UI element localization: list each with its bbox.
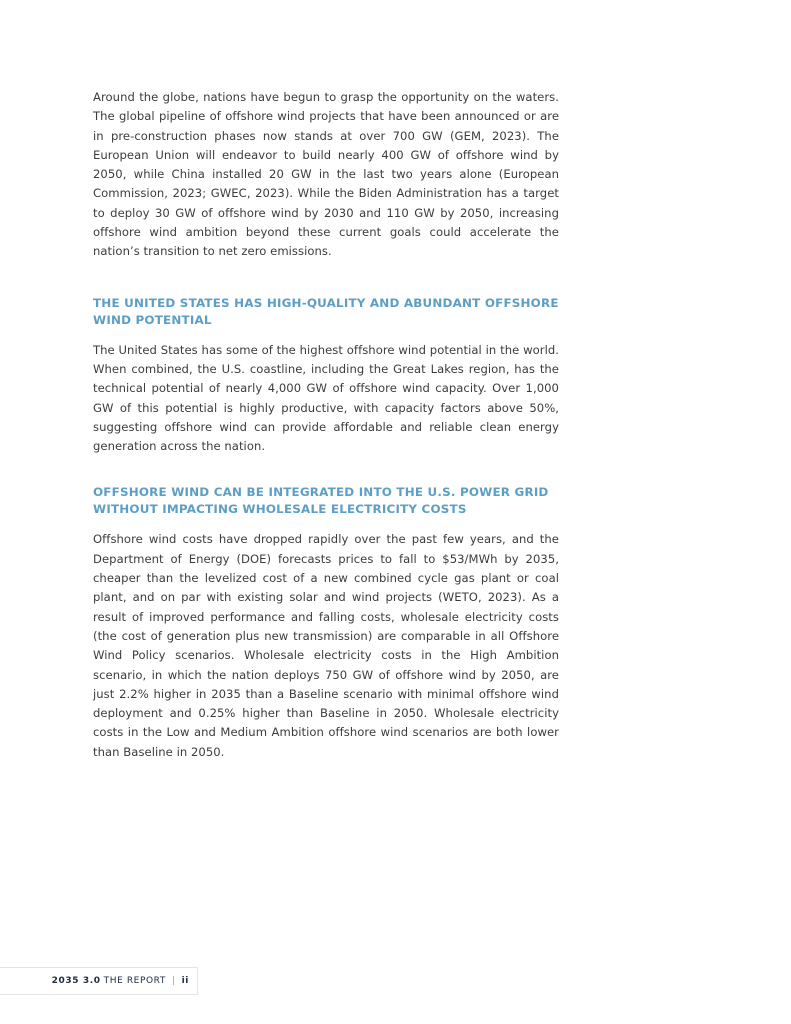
footer-brand: 2035 3.0	[51, 976, 101, 986]
section-heading-offshore-potential: THE UNITED STATES HAS HIGH-QUALITY AND ABUNDANT OFFSHORE WIND POTENTIAL	[93, 295, 559, 327]
report-page-content	[93, 88, 559, 762]
section-heading-grid-integration: OFFSHORE WIND CAN BE INTEGRATED INTO THE U.S. POWER GRID WITHOUT IMPACTING WHOLESALE ELECTRICITY COSTS	[93, 485, 549, 517]
offshore-potential-paragraph: The United States has some of the highest offshore wind potential in the world. When combined, the U.S. coastline, including the Great Lakes region, has the technical potential of nearly 4,000 GW of offshore wind capacity. Over 1,000 GW of this potential is highly productive, with capacity factors above 50%, suggesting offshore wind can provide affordable and reliable clean energy generation across the nation.	[93, 342, 559, 454]
footer-page-number: ii	[181, 976, 189, 986]
grid-integration-paragraph: Offshore wind costs have dropped rapidly over the past few years, and the Department of Energy (DOE) forecasts prices to fall to $53/MWh by 2035, cheaper than the levelized cost of a new combined cycle gas plant or coal plant, and on par with existing solar and wind projects (WETO, 2023). As a result of improved performance and falling costs, wholesale electricity costs (the cost of generation plus new transmission) are comparable in all Offshore Wind Policy scenarios. Wholesale electricity costs in the High Ambition scenario, in which the nation deploys 750 GW of offshore wind by 2050, are just 2.2% higher in 2035 than a Baseline scenario with minimal offshore wind deployment and 0.25% higher than Baseline in 2050. Wholesale electricity costs in the Low and Medium Ambition offshore wind scenarios are both lower than Baseline in 2050.	[93, 532, 559, 759]
footer-separator: |	[171, 976, 176, 986]
page-footer	[0, 967, 198, 995]
footer-report-label: THE REPORT	[103, 976, 166, 986]
intro-paragraph: Around the globe, nations have begun to grasp the opportunity on the waters. The global pipeline of offshore wind projects that have been announced or are in pre-construction phases now stands at over 700 GW (GEM, 2023). The European Union will endeavor to build nearly 400 GW of offshore wind by 2050, while China installed 20 GW in the last two years alone (European Commission, 2023; GWEC, 2023). While the Biden Administration has a target to deploy 30 GW of offshore wind by 2030 and 110 GW by 2050, increasing offshore wind ambition beyond these current goals could accelerate the nation’s transition to net zero emissions.	[93, 90, 559, 259]
